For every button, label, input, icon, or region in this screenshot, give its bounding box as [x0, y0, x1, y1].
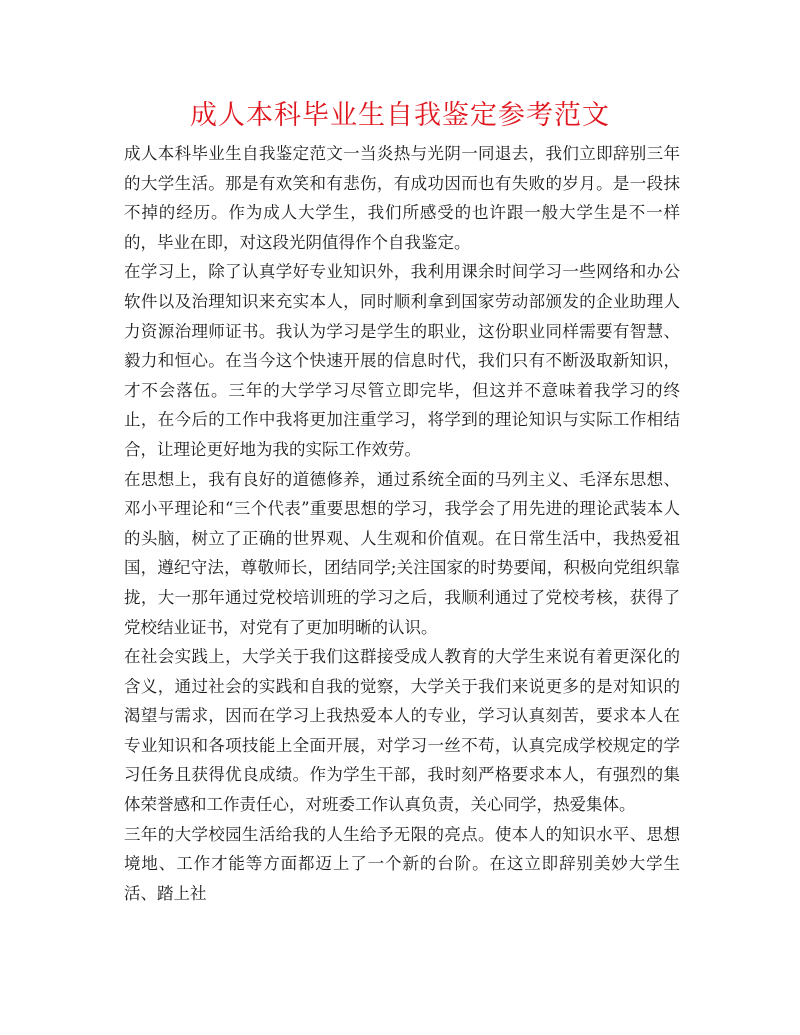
- document-title: 成人本科毕业生自我鉴定参考范文: [190, 100, 610, 131]
- paragraph-intro: 成人本科毕业生自我鉴定范文一当炎热与光阴一同退去，我们立即辞别三年的大学生活。那是有欢笑和有悲伤，有成功因而也有失败的岁月。是一段抹不掉的经历。作为成人大学生，我们所感受的也许跟一般大学生是不一样的，毕业在即，对这段光阴值得作个自我鉴定。: [124, 144, 680, 252]
- document-body: [124, 139, 680, 908]
- paragraph-thought: 在思想上，我有良好的道德修养，通过系统全面的马列主义、毛泽东思想、邓小平理论和“三个代表”重要思想的学习，我学会了用先进的理论武装本人的头脑，树立了正确的世界观、人生观和价值观。在日常生活中，我热爱祖国，遵纪守法，尊敬师长，团结同学;关注国家的时势要闻，积极向党组织靠拢，大一那年通过党校培训班的学习之后，我顺利通过了党校考核，获得了党校结业证书，对党有了更加明晰的认识。: [124, 469, 680, 637]
- paragraph-study: 在学习上，除了认真学好专业知识外，我利用课余时间学习一些网络和办公软件以及治理知识来充实本人，同时顺利拿到国家劳动部颁发的企业助理人力资源治理师证书。我认为学习是学生的职业，这份职业同样需要有智慧、毅力和恒心。在当今这个快速开展的信息时代，我们只有不断汲取新知识，才不会落伍。三年的大学学习尽管立即完毕，但这并不意味着我学习的终止，在今后的工作中我将更加注重学习，将学到的理论知识与实际工作相结合，让理论更好地为我的实际工作效劳。: [124, 262, 680, 459]
- paragraph-practice: 在社会实践上，大学关于我们这群接受成人教育的大学生来说有着更深化的含义，通过社会的实践和自我的觉察，大学关于我们来说更多的是对知识的渴望与需求，因而在学习上我热爱本人的专业，学习认真刻苦，要求本人在专业知识和各项技能上全面开展，对学习一丝不苟，认真完成学校规定的学习任务且获得优良成绩。作为学生干部，我时刻严格要求本人，有强烈的集体荣誉感和工作责任心，对班委工作认真负责，关心同学，热爱集体。: [124, 647, 680, 815]
- paragraph-summary: 三年的大学校园生活给我的人生给予无限的亮点。使本人的知识水平、思想境地、工作才能等方面都迈上了一个新的台阶。在这立即辞别美妙大学生活、踏上社: [124, 824, 680, 903]
